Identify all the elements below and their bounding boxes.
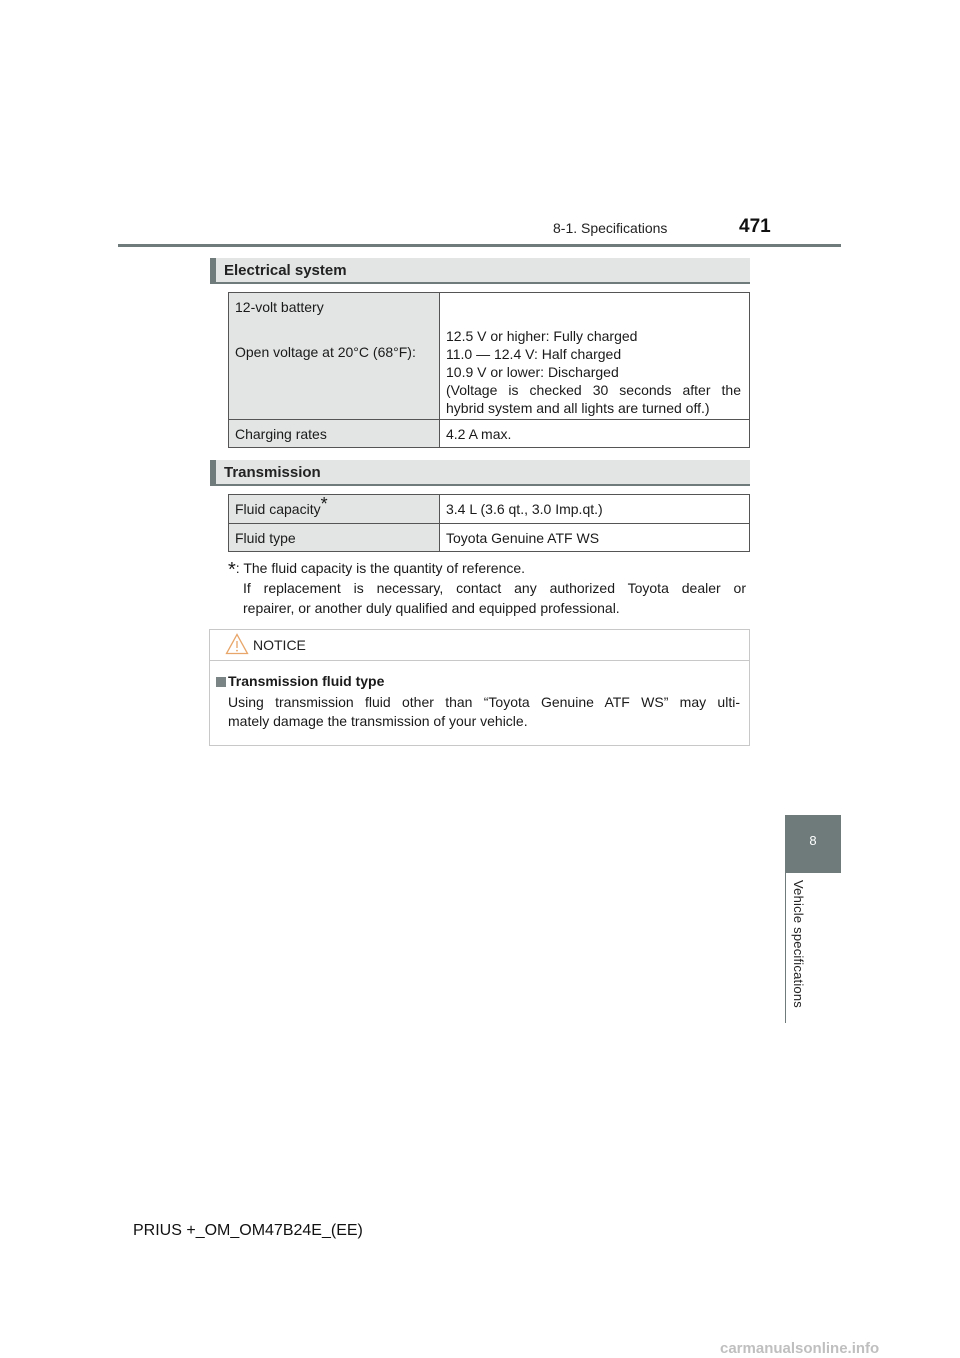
chapter-label: Vehicle specifications — [791, 880, 806, 1008]
notice-divider — [210, 660, 749, 661]
notice-body — [228, 693, 740, 731]
battery-label: 12-volt battery — [235, 299, 324, 315]
electrical-system-heading-text: Electrical system — [224, 262, 347, 279]
footnote-mark: * — [228, 559, 236, 581]
footnote-line — [228, 558, 746, 581]
transmission-heading — [210, 460, 750, 486]
footnote-marker: * — [320, 494, 328, 515]
fluid-type-value: Toyota Genuine ATF WS — [440, 524, 750, 552]
warning-triangle-icon — [225, 633, 249, 655]
electrical-system-heading — [210, 258, 750, 284]
notice-title: NOTICE — [253, 637, 306, 653]
voltage-line: 12.5 V or higher: Fully charged — [446, 327, 638, 344]
fluid-capacity-label: Fluid capacity — [235, 501, 321, 517]
notice-box — [209, 629, 750, 746]
footnote-line: repairer, or another duly qualified and equipped professional. — [243, 600, 620, 616]
notice-subtitle: Transmission fluid type — [228, 673, 385, 689]
footnote-text: : The fluid capacity is the quantity of reference. — [235, 560, 526, 576]
footnote — [228, 558, 746, 618]
battery-label-cell — [229, 293, 440, 420]
charging-rates-label: Charging rates — [229, 420, 440, 448]
electrical-system-table — [228, 292, 750, 448]
header-divider — [118, 244, 841, 247]
table-row — [229, 293, 750, 420]
voltage-line: 11.0 — 12.4 V: Half charged — [446, 345, 622, 362]
fluid-type-label: Fluid type — [229, 524, 440, 552]
table-row — [229, 420, 750, 448]
square-bullet-icon — [216, 677, 226, 687]
fluid-capacity-label-cell — [229, 495, 440, 524]
watermark: carmanualsonline.info — [720, 1340, 880, 1357]
charging-rates-value: 4.2 A max. — [440, 420, 750, 448]
footnote-line: If replacement is necessary, contact any authorized Toyota dealer or — [243, 580, 746, 596]
section-title: 8-1. Specifications — [553, 220, 668, 236]
voltage-line: 10.9 V or lower: Discharged — [446, 363, 619, 380]
transmission-heading-text: Transmission — [224, 464, 321, 481]
open-voltage-label: Open voltage at 20°C (68°F): — [235, 344, 416, 360]
open-voltage-value-cell — [440, 293, 750, 420]
table-row — [229, 495, 750, 524]
document-code: PRIUS +_OM_OM47B24E_(EE) — [133, 1222, 363, 1239]
page-number: 471 — [739, 216, 771, 237]
transmission-table — [228, 494, 750, 552]
table-row — [229, 524, 750, 552]
chapter-tab — [785, 815, 841, 873]
notice-body-line: Using transmission fluid other than “Toyota Genuine ATF WS” may ulti- — [228, 694, 740, 710]
chapter-number: 8 — [809, 833, 817, 848]
voltage-line: (Voltage is checked 30 seconds after the — [446, 381, 741, 398]
voltage-line: hybrid system and all lights are turned off.) — [446, 399, 710, 416]
fluid-capacity-value: 3.4 L (3.6 qt., 3.0 Imp.qt.) — [440, 495, 750, 524]
notice-body-line: mately damage the transmission of your vehicle. — [228, 713, 528, 729]
